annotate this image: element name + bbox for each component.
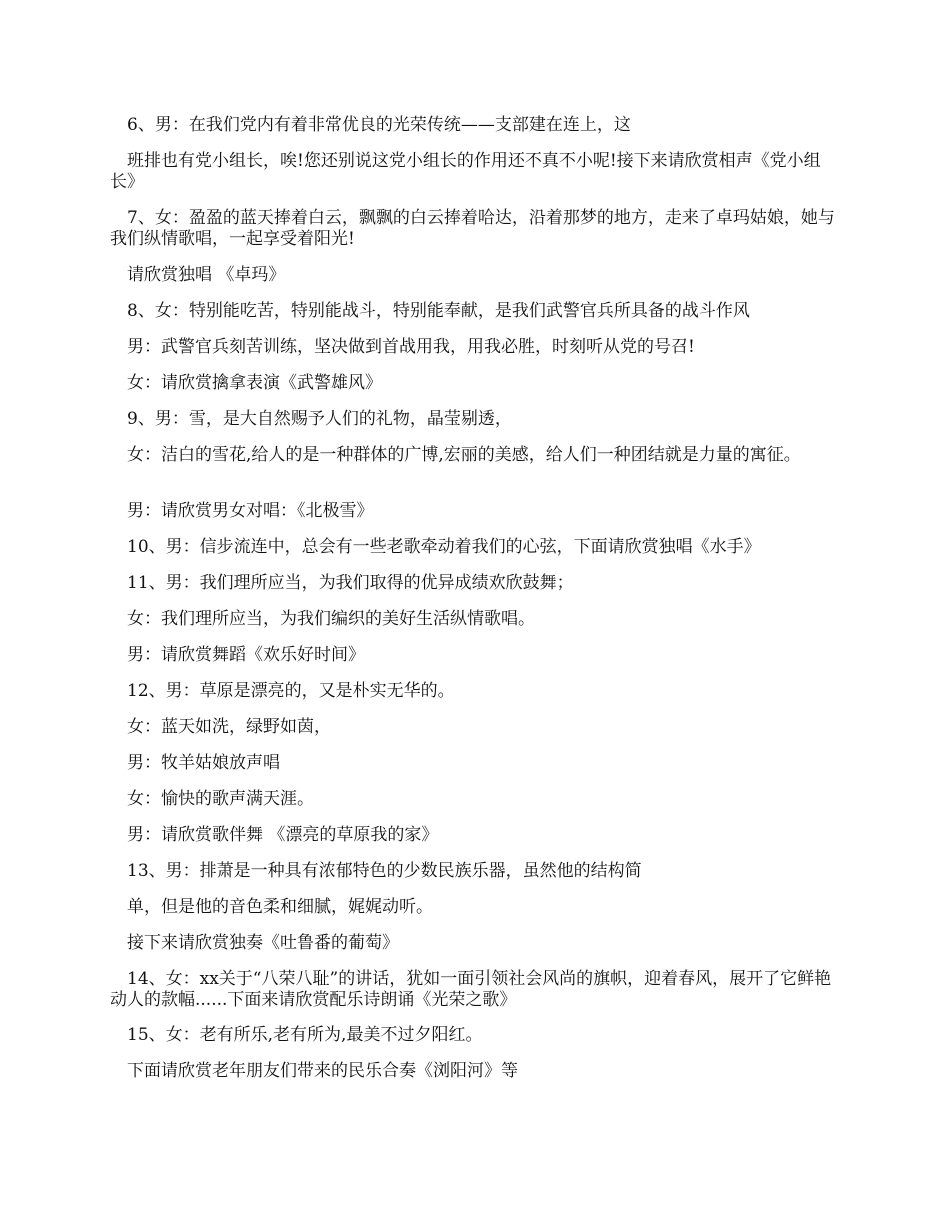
paragraph-21: 单，但是他的音色柔和细腻，娓娓动听。: [110, 897, 433, 917]
paragraph-7: 女：请欣赏擒拿表演《武警雄风》: [110, 373, 382, 393]
paragraph-24: 15、女：老有所乐,老有所为,最美不过夕阳红。: [110, 1025, 483, 1045]
paragraph-2: 班排也有党小组长，唉!您还别说这党小组长的作用还不真不小呢!接下来请欣赏相声《党小组长》: [110, 151, 821, 192]
paragraph-5: 8、女：特别能吃苦，特别能战斗，特别能奉献，是我们武警官兵所具备的战斗作风: [110, 301, 750, 321]
paragraph-22: 接下来请欣赏独奏《吐鲁番的葡萄》: [110, 933, 399, 953]
paragraph-11: 10、男：信步流连中，总会有一些老歌牵动着我们的心弦，下面请欣赏独唱《水手》: [110, 537, 761, 557]
paragraph-17: 男：牧羊姑娘放声唱: [110, 753, 280, 773]
paragraph-23: 14、女：xx关于“八荣八耻”的讲话，犹如一面引领社会风尚的旗帜，迎着春风，展开了它鲜艳动人的款幅......下面来请欣赏配乐诗朗诵《光荣之歌》: [110, 969, 832, 1010]
paragraph-14: 男：请欣赏舞蹈《欢乐好时间》: [110, 645, 365, 665]
paragraph-16: 女：蓝天如洗，绿野如茵，: [110, 717, 331, 737]
paragraph-15: 12、男：草原是漂亮的，又是朴实无华的。: [110, 681, 455, 701]
paragraph-10: 男：请欣赏男女对唱：《北极雪》: [110, 501, 374, 521]
paragraph-19: 男：请欣赏歌伴舞 《漂亮的草原我的家》: [110, 825, 439, 845]
paragraph-8: 9、男：雪，是大自然赐予人们的礼物，晶莹剔透，: [110, 409, 512, 429]
paragraph-13: 女：我们理所应当，为我们编织的美好生活纵情歌唱。: [110, 609, 535, 629]
paragraph-9: 女：洁白的雪花,给人的是一种群体的广博,宏丽的美感，给人们一种团结就是力量的寓征。: [110, 445, 801, 465]
paragraph-18: 女：愉快的歌声满天涯。: [110, 789, 314, 809]
paragraph-20: 13、男：排萧是一种具有浓郁特色的少数民族乐器，虽然他的结构简: [110, 861, 642, 881]
paragraph-12: 11、男：我们理所应当，为我们取得的优异成绩欢欣鼓舞；: [110, 573, 574, 593]
paragraph-6: 男：武警官兵刻苦训练，坚决做到首战用我，用我必胜，时刻听从党的号召!: [110, 337, 695, 357]
paragraph-4: 请欣赏独唱 《卓玛》: [110, 265, 286, 285]
paragraph-25: 下面请欣赏老年朋友们带来的民乐合奏《浏阳河》等: [110, 1061, 518, 1081]
paragraph-1: 6、男：在我们党内有着非常优良的光荣传统——支部建在连上，这: [110, 115, 631, 135]
paragraph-3: 7、女：盈盈的蓝天捧着白云，飘飘的白云捧着哈达，沿着那梦的地方，走来了卓玛姑娘，她与我们纵情歌唱，一起享受着阳光!: [110, 208, 835, 249]
